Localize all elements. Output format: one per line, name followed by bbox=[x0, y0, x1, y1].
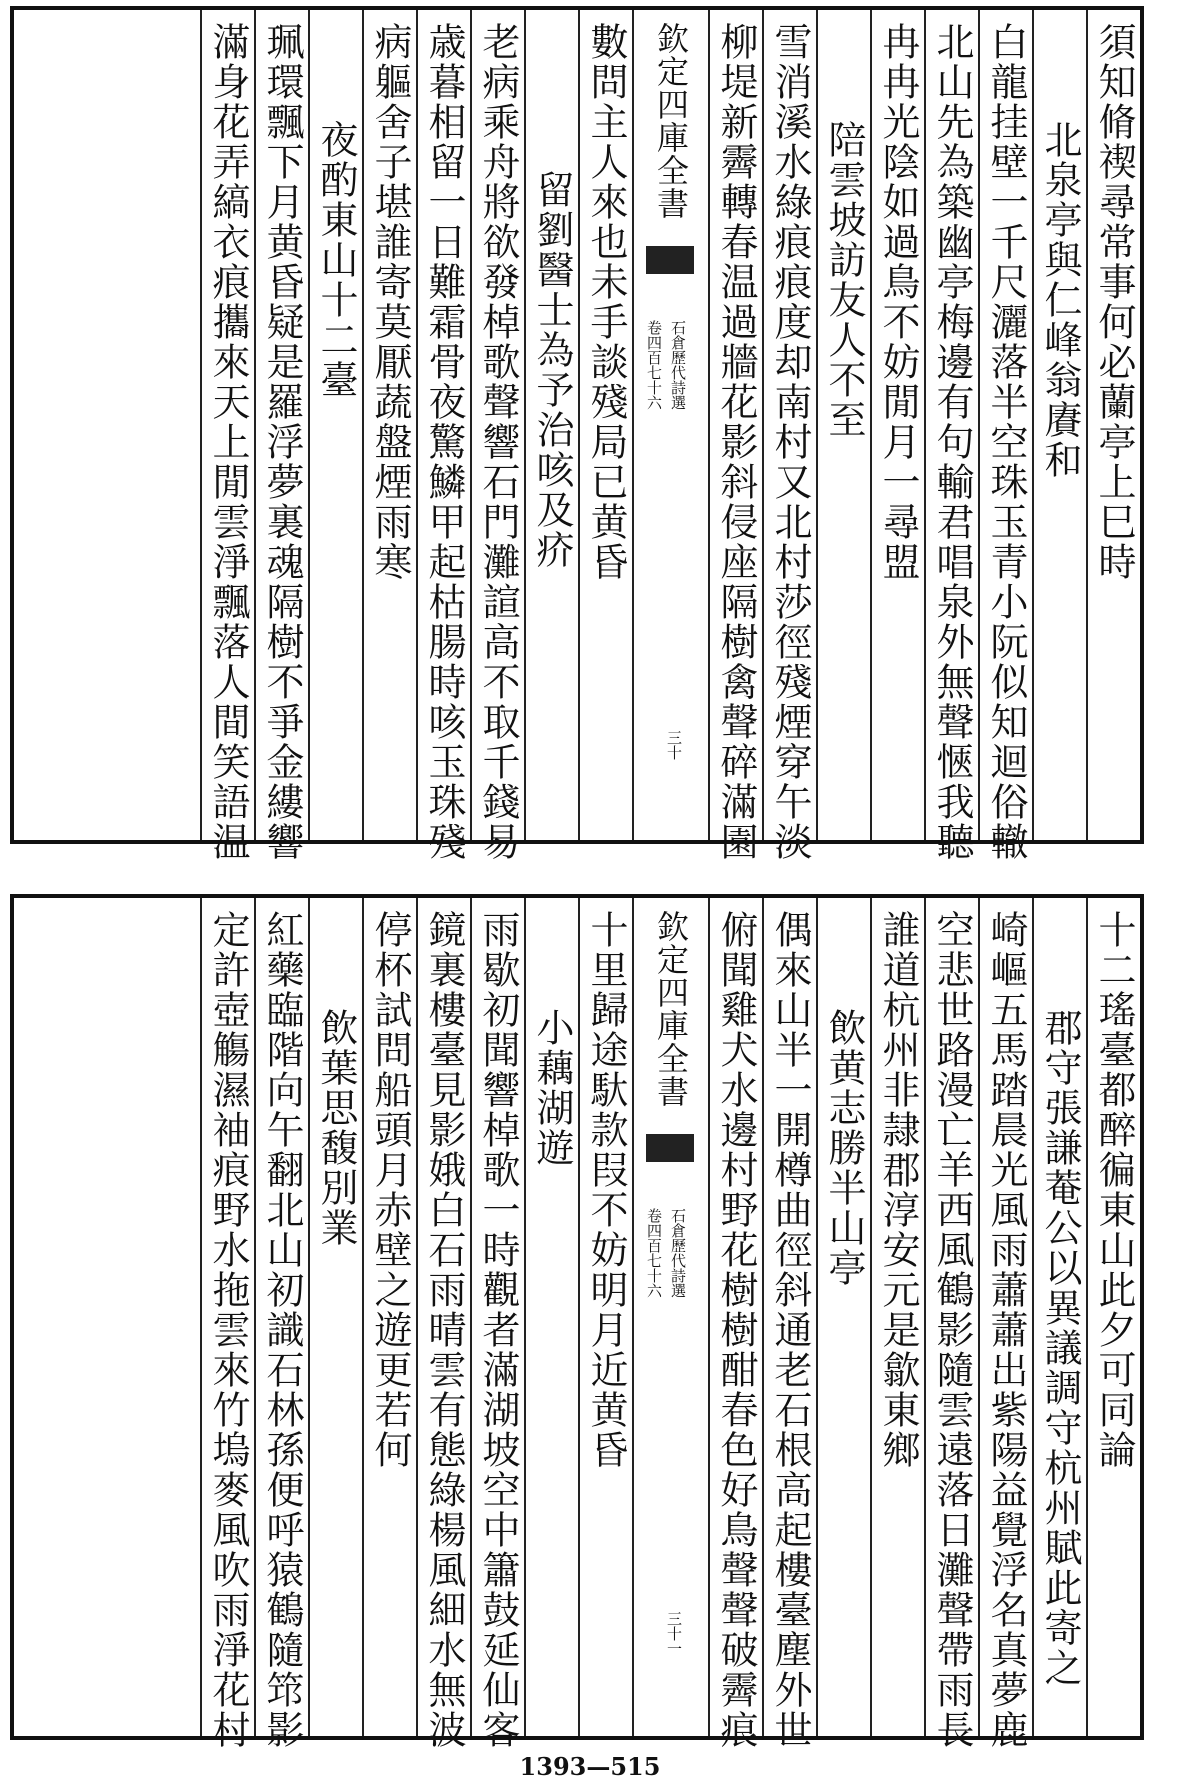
text-column bbox=[308, 10, 362, 840]
text-column bbox=[470, 898, 524, 1750]
spine-title: 欽定四庫全書 bbox=[652, 22, 690, 220]
column-text: 夜酌東山十二臺 bbox=[314, 120, 358, 400]
column-text: 郡守張謙菴公以異議調守杭州賦此寄之 bbox=[1038, 1008, 1082, 1688]
column-text: 陪雲坡訪友人不至 bbox=[822, 120, 866, 440]
text-column bbox=[762, 10, 816, 862]
text-column bbox=[254, 10, 308, 862]
top-page bbox=[10, 6, 1144, 862]
text-column bbox=[362, 898, 416, 1736]
column-text: 北山先為築幽亭梅邊有句輸君唱泉外無聲愜我聽 bbox=[930, 22, 974, 862]
text-column bbox=[870, 898, 924, 1736]
text-column bbox=[362, 10, 416, 840]
column-text: 柳堤新霽轉春温過牆花影斜侵座隔樹禽聲碎滿園 bbox=[714, 22, 758, 862]
text-column bbox=[1086, 898, 1140, 1736]
text-column bbox=[470, 10, 524, 862]
column-text: 誰道杭州非隷郡淳安元是歙東鄉 bbox=[876, 910, 920, 1470]
column-text: 俯聞雞犬水邊村野花樹樹酣春色好鳥聲聲破霽痕 bbox=[714, 910, 758, 1750]
spine-folio: 三十一 bbox=[665, 1611, 683, 1656]
text-column bbox=[816, 898, 870, 1736]
spine-title: 欽定四庫全書 bbox=[652, 910, 690, 1108]
column-text: 雨歇初聞響棹歌一時觀者滿湖坡空中簫鼓延仙客 bbox=[476, 910, 520, 1750]
column-text: 數問主人來也未手談殘局已黄昏 bbox=[584, 22, 628, 582]
text-column bbox=[924, 898, 978, 1750]
text-column bbox=[762, 898, 816, 1750]
column-text: 紅藥臨階向午翻北山初識石林孫便呼猿鶴隨筇影 bbox=[260, 910, 304, 1750]
column-text: 滿身花弄縞衣痕攜來天上閒雲淨飄落人間笑語温 bbox=[206, 22, 250, 862]
column-text: 崎嶇五馬踏晨光風雨蕭蕭出紫陽益覺浮名真夢鹿 bbox=[984, 910, 1028, 1750]
bottom-page bbox=[10, 894, 1144, 1750]
text-column bbox=[578, 898, 632, 1736]
text-column bbox=[524, 10, 578, 840]
column-text: 病軀舍子堪誰寄莫厭蔬盤煙雨寒 bbox=[368, 22, 412, 582]
text-column bbox=[308, 898, 362, 1736]
text-column bbox=[1086, 10, 1140, 840]
spine-volume: 卷四百七十六 bbox=[645, 1208, 663, 1298]
column-text: 珮環飄下月黄昏疑是羅浮夢裏魂隔樹不爭金縷響 bbox=[260, 22, 304, 862]
column-text: 北泉亭與仁峰翁賡和 bbox=[1038, 120, 1082, 480]
column-text: 冉冉光陰如過鳥不妨閒月一尋盟 bbox=[876, 22, 920, 582]
text-column bbox=[978, 898, 1032, 1750]
text-column bbox=[200, 10, 254, 862]
spine-source: 石倉歷代詩選 bbox=[669, 1208, 687, 1298]
column-text: 停杯試問船頭月赤壁之遊更若何 bbox=[368, 910, 412, 1470]
column-text: 雪消溪水綠痕痕度却南村又北村莎徑殘煙穿午淡 bbox=[768, 22, 812, 862]
text-column bbox=[816, 10, 870, 840]
text-column bbox=[708, 898, 762, 1750]
text-column bbox=[870, 10, 924, 840]
column-text: 飲葉思馥別業 bbox=[314, 1008, 358, 1248]
column-text: 十二瑤臺都醉徧東山此夕可同論 bbox=[1092, 910, 1136, 1470]
top-page-columns bbox=[14, 10, 1140, 862]
column-text: 留劉醫士為予治咳及疥 bbox=[530, 170, 574, 570]
column-text: 歳暮相留一日難霜骨夜驚鱗甲起枯腸時咳玉珠殘 bbox=[422, 22, 466, 862]
column-text: 飲黄志勝半山亭 bbox=[822, 1008, 866, 1288]
text-column bbox=[978, 10, 1032, 862]
column-text: 老病乘舟將欲發棹歌聲響石門灘諠高不取千錢易 bbox=[476, 22, 520, 862]
bottom-page-columns bbox=[14, 898, 1140, 1750]
column-text: 白龍挂壁一千尺灑落半空珠玉青小阮似知迴俗轍 bbox=[984, 22, 1028, 862]
spine-source: 石倉歷代詩選 bbox=[669, 320, 687, 410]
spine-volume: 卷四百七十六 bbox=[645, 320, 663, 410]
text-column bbox=[254, 898, 308, 1750]
text-column bbox=[578, 10, 632, 840]
spine-folio: 三十 bbox=[665, 730, 683, 760]
book-spine-column bbox=[632, 10, 708, 840]
text-column bbox=[708, 10, 762, 862]
text-column bbox=[416, 10, 470, 862]
text-column bbox=[416, 898, 470, 1750]
fishtail-mark bbox=[646, 1134, 694, 1162]
column-text: 定許壺觴濕袖痕野水拖雲來竹塢麥風吹雨淨花村 bbox=[206, 910, 250, 1750]
column-text: 十里歸途馱款叚不妨明月近黄昏 bbox=[584, 910, 628, 1470]
page-footer-number: 1393—515 bbox=[519, 1752, 661, 1781]
text-column bbox=[1032, 10, 1086, 840]
text-column bbox=[924, 10, 978, 862]
column-text: 鏡裏樓臺見影娥白石雨晴雲有態綠楊風細水無波 bbox=[422, 910, 466, 1750]
text-column bbox=[1032, 898, 1086, 1736]
column-text: 須知脩禊尋常事何必蘭亭上巳時 bbox=[1092, 22, 1136, 582]
column-text: 空悲世路漫亡羊西風鶴影隨雲遠落日灘聲帶雨長 bbox=[930, 910, 974, 1750]
text-column bbox=[200, 898, 254, 1750]
book-spine-column bbox=[632, 898, 708, 1736]
column-text: 小藕湖遊 bbox=[530, 1008, 574, 1168]
fishtail-mark bbox=[646, 246, 694, 274]
column-text: 偶來山半一開樽曲徑斜通老石根高起樓臺塵外世 bbox=[768, 910, 812, 1750]
text-column bbox=[524, 898, 578, 1736]
